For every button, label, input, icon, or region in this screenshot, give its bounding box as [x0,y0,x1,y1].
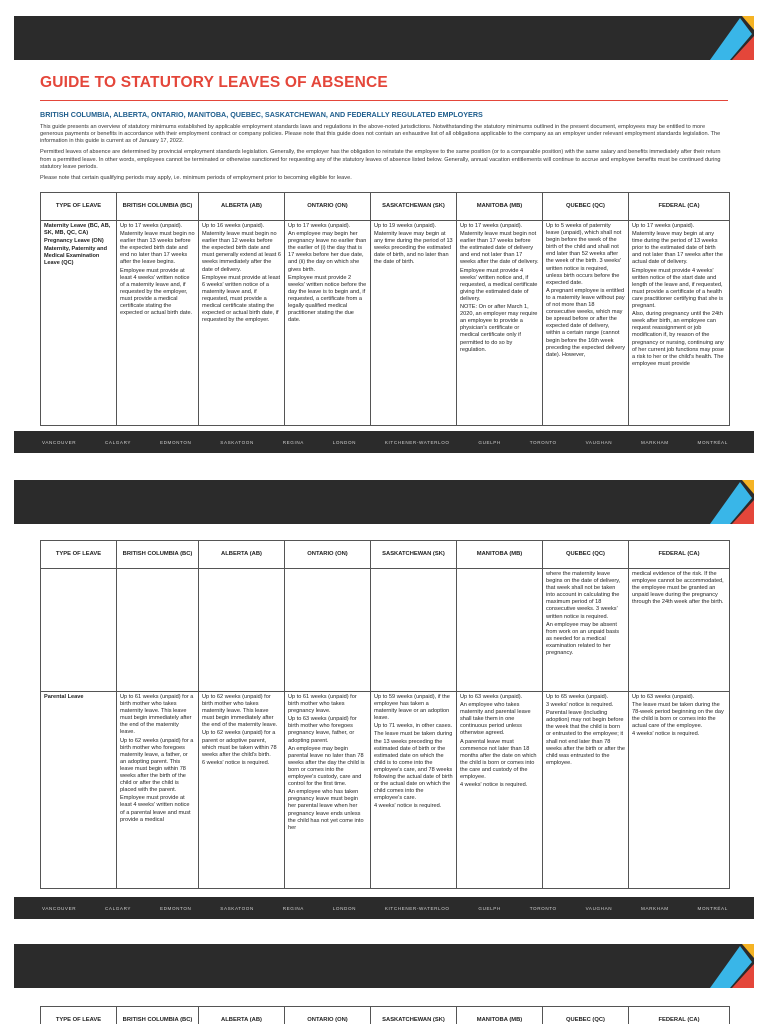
col-header-ab: ALBERTA (AB) [199,193,285,221]
cell-ab [199,692,285,889]
cell-ca [629,569,730,692]
cell-bc [117,569,199,692]
cell-text: Up to 61 weeks (unpaid) for birth mother who takes pregnancy leave. [288,694,357,715]
cell-text: 3 weeks' notice is required. [546,702,614,709]
brand-logo-icon [674,16,754,60]
cell-text: Up to 62 weeks (unpaid) for a parent or adoptive parent, which must be taken within 78 weeks after the child's birth. [202,730,277,758]
cell-ab [199,569,285,692]
cell-leave-type [41,569,117,692]
footer-city: GUELPH [478,439,501,445]
footer-city: CALGARY [105,439,132,445]
col-header-mb: MANITOBA (MB) [457,1007,543,1024]
intro-paragraph: Please note that certain qualifying periods may apply, i.e. minimum periods of employment prior to becoming eligible for leave. [40,174,352,181]
cell-text: 6 weeks' notice is required. [202,759,270,766]
footer-city: MONTRÉAL [697,905,728,911]
intro-text [40,124,728,186]
cell-text: Maternity leave must begin no earlier than 13 weeks before the expected birth date and end no later than 17 weeks after the leave begins. [120,231,195,266]
footer-city: MARKHAM [641,439,669,445]
cell-text: Up to 65 weeks (unpaid). [546,694,609,700]
cell-mb [457,569,543,692]
leave-table [40,192,730,426]
cell-text: Up to 17 weeks (unpaid). [632,223,695,229]
footer-city: KITCHENER-WATERLOO [384,439,450,445]
cell-text: Up to 16 weeks (unpaid). [202,223,265,229]
leave-type-label: Pregnancy Leave (ON) [44,238,104,245]
footer-city: CALGARY [105,905,132,911]
page-title: GUIDE TO STATUTORY LEAVES OF ABSENCE [40,74,388,91]
cell-text: Up to 5 weeks of paternity leave (unpaid), which shall not begin before the week of the birth of the child and shall not end later than 52 weeks after the week of the birth. 3 weeks' written notice is required, unless birth occurs before the expected date. [546,223,622,286]
col-header-sk: SASKATCHEWAN (SK) [371,541,457,569]
footer-city: MARKHAM [641,905,669,911]
cell-text: Employee must provide 4 weeks' written notice of the start date and length of the leave and, if requested, must provide a certificate of a health care practitioner certifying that she is pregnant. [632,267,724,310]
cell-text: Up to 63 weeks (unpaid). [460,694,523,700]
footer-bar [14,897,754,919]
footer-city: GUELPH [478,905,501,911]
cell-text: Up to 62 weeks (unpaid) for a birth mother who foregoes maternity leave, a father, or an adopting parent. This leave must begin within 78 weeks after the birth of the child or after the child is placed with the parent. [120,737,194,794]
cell-sk [371,569,457,692]
cell-text: Maternity leave must begin not earlier than 17 weeks before the estimated date of delivery and end not later than 17 weeks after the date of delivery. [460,231,539,266]
footer-city: REGINA [282,905,304,911]
header-bar [14,480,754,524]
header-bar [14,16,754,60]
cell-mb [457,221,543,426]
col-header-sk: SASKATCHEWAN (SK) [371,193,457,221]
cell-text: Maternity leave may begin at any time during the period of 13 weeks preceding the estimated date of birth, and no later than the date of birth. [374,231,453,266]
cell-text: Employee must provide at least 4 weeks' written notice of a parental leave and must provide a medical [120,795,191,823]
footer-city: EDMONTON [159,905,192,911]
table-row-maternity [41,221,730,426]
col-header-sk: SASKATCHEWAN (SK) [371,1007,457,1024]
cell-on [285,692,371,889]
cell-qc [543,692,629,889]
cell-text: A pregnant employee is entitled to a maternity leave without pay of not more than 18 consecutive weeks, which may be spread before or after the expected date of delivery, within a certain range (cannot begin before the 16th week preceding the expected delivery date). However, [546,287,625,358]
col-header-qc: QUEBEC (QC) [543,193,629,221]
leave-type-label: Maternity, Paternity and Medical Examination Leave (QC) [44,246,107,267]
cell-bc [117,692,199,889]
intro-paragraph: This guide presents an overview of statutory minimums established by applicable employment standards laws and regulations in the above-noted jurisdictions. Notwithstanding the statutory minimums outlined in the present document, employees may be entitled to more generous payments or benefits in accordance with their employment contract or company policies. Please note that this guide does not contain an exhaustive list of all obligations applicable to the company as an employer under relevant employment standards legislation. The information in this guide is current as of January 17, 2022. [40,124,721,145]
page-subtitle: BRITISH COLUMBIA, ALBERTA, ONTARIO, MANITOBA, QUEBEC, SASKATCHEWAN, AND FEDERALLY REGULATED EMPLOYERS [40,110,483,119]
cell-leave-type [41,221,117,426]
cell-text: Up to 17 weeks (unpaid). [120,223,183,229]
cell-ca [629,692,730,889]
footer-city: TORONTO [529,439,557,445]
footer-city: VANCOUVER [42,439,77,445]
cell-text: Up to 63 weeks (unpaid). [632,694,695,700]
col-header-type: TYPE OF LEAVE [41,1007,117,1024]
footer-city: LONDON [332,439,357,445]
table-header-row [41,193,730,221]
col-header-bc: BRITISH COLUMBIA (BC) [117,1007,199,1024]
cell-text: Employee must provide at least 4 weeks' written notice of a maternity leave and, if requested by the employer, must provide a medical certificate stating the expected or actual birth date. [120,267,193,317]
footer-city: VAUGHAN [585,439,613,445]
cell-text: Up to 59 weeks (unpaid), if the employee has taken a maternity leave or an adoption leave. [374,694,450,722]
col-header-ab: ALBERTA (AB) [199,541,285,569]
cell-text: An employee may begin parental leave no later than 78 weeks after the day the child is born or comes into the employee's custody, care and control for the first time. [288,745,365,788]
col-header-type: TYPE OF LEAVE [41,541,117,569]
cell-text: An employee who takes maternity and parental leave shall take them in one continuous period unless otherwise agreed. [460,702,531,737]
footer-city: KITCHENER-WATERLOO [384,905,450,911]
col-header-qc: QUEBEC (QC) [543,1007,629,1024]
intro-paragraph: Permitted leaves of absence are determined by provincial employment standards legislation. Generally, the employer has the obligation to reinstate the employee to the same position (or to a comparable position) with the same salary and benefits immediately after their return from a permitted leave. In other words, employees cannot be terminated or otherwise sanctioned for requesting any of the statutory leaves of absence listed below. Generally, annual vacation entitlements will continue to accrue and employee benefits must be continued during statutory leave periods. [40,149,721,170]
cell-leave-type [41,692,117,889]
leave-table-page-3 [40,1006,730,1024]
cell-text: Up to 17 weeks (unpaid). [288,223,351,229]
cell-text: Up to 63 weeks (unpaid) for birth mother who foregoes pregnancy leave, father, or adopting parent. [288,716,357,744]
leave-table-continued [40,540,730,889]
cell-text: Employee must provide 4 weeks' written notice and, if requested, a medical certificate giving the estimated date of delivery. [460,267,538,302]
cell-qc [543,569,629,692]
col-header-qc: QUEBEC (QC) [543,541,629,569]
cell-text: 4 weeks' notice is required. [632,731,700,738]
table-row-maternity-continued [41,569,730,692]
footer-city: REGINA [282,439,304,445]
table-header-row [41,1007,730,1024]
cell-text: NOTE: On or after March 1, 2020, an employer may require an employee to provide a physician's certificate or medical certificate only if permitted to do so by regulation. [460,304,538,353]
cell-text: 4 weeks' notice is required. [374,803,442,810]
cell-text: Up to 19 weeks (unpaid). [374,223,437,229]
col-header-mb: MANITOBA (MB) [457,541,543,569]
header-bar [14,944,754,988]
cell-text: Up to 61 weeks (unpaid) for a birth mother who takes maternity leave. This leave must begin immediately after the end of the maternity leave. [120,694,194,736]
col-header-ab: ALBERTA (AB) [199,1007,285,1024]
cell-text: Also, during pregnancy until the 24th week after birth, an employee can request reassignment or job modification if, by reason of the pregnancy or nursing, continuing any of her current job functions may pose a risk to her or the child's health. The employee must provide [632,311,725,367]
cell-text: An employee who has taken pregnancy leave must begin her parental leave when her pregnancy leave ends unless the child has not yet come into her [288,789,364,831]
cell-text: 4 weeks' notice is required. [460,782,528,789]
cell-text: A parental leave must commence not later than 18 months after the date on which the child is born or comes into the care and custody of the employee. [460,738,537,781]
footer-city: TORONTO [529,905,557,911]
leave-type-label: Maternity Leave (BC, AB, SK, MB, QC, CA) [44,223,111,237]
col-header-type: TYPE OF LEAVE [41,193,117,221]
col-header-on: ONTARIO (ON) [285,1007,371,1024]
table-row-parental [41,692,730,889]
cell-text: An employee may begin her pregnancy leave no earlier than the earlier of (i) the day that is 17 weeks before her due date, and (ii) the day on which she gives birth. [288,231,367,273]
cell-text: Up to 71 weeks, in other cases. [374,723,453,730]
col-header-bc: BRITISH COLUMBIA (BC) [117,541,199,569]
cell-ca [629,221,730,426]
cell-text: Parental leave (including adoption) may not begin before the week that the child is born or entrusted to the employee; it shall not end later than 78 weeks after the birth or after the child was entrusted to the employee. [546,710,625,766]
col-header-on: ONTARIO (ON) [285,193,371,221]
page-1 [0,0,768,465]
cell-sk [371,221,457,426]
cell-text: The leave must be taken during the 78-week period beginning on the day the child is born or comes into the actual care of the employee. [632,702,724,730]
brand-logo-icon [674,944,754,988]
brand-logo-icon [674,480,754,524]
cell-text: Maternity leave may begin at any time during the period of 13 weeks prior to the estimated date of birth and not later than 17 weeks after the actual date of delivery. [632,231,723,266]
footer-city: SASKATOON [220,905,254,911]
col-header-mb: MANITOBA (MB) [457,193,543,221]
cell-on [285,569,371,692]
cell-mb [457,692,543,889]
cell-on [285,221,371,426]
cell-text: where the maternity leave begins on the date of delivery, that week shall not be taken into account in calculating the maximum period of 18 consecutive weeks. 3 weeks' written notice is required. [546,571,621,620]
cell-text: The leave must be taken during the 13 weeks preceding the estimated date of birth or the estimated date on which the child is to come into the employee's care, and 78 weeks following the actual date of birth or the actual date on which the child comes into the employee's care. [374,731,453,802]
col-header-ca: FEDERAL (CA) [629,193,730,221]
footer-city: LONDON [332,905,357,911]
footer-bar [14,431,754,453]
cell-bc [117,221,199,426]
cell-text: Maternity leave must begin no earlier than 12 weeks before the expected birth date and must generally extend at least 6 weeks immediately after the date of delivery. [202,231,281,273]
title-divider [40,100,728,101]
footer-city: EDMONTON [159,439,192,445]
table-header-row [41,541,730,569]
footer-city: MONTRÉAL [697,439,728,445]
page-3 [0,936,768,1024]
footer-city: VAUGHAN [585,905,613,911]
cell-text: Employee must provide at least 6 weeks' written notice of a maternity leave and, if requested, must provide a medical certificate stating the expected or actual birth date, if requested by the employer. [202,274,281,324]
cell-text: Up to 62 weeks (unpaid) for birth mother who takes maternity leave. This leave must begin immediately after the end of the maternity leave. [202,694,278,729]
cell-ab [199,221,285,426]
col-header-on: ONTARIO (ON) [285,541,371,569]
cell-sk [371,692,457,889]
col-header-ca: FEDERAL (CA) [629,1007,730,1024]
cell-text: medical evidence of the risk. If the employee cannot be accommodated, the employee must be granted an unpaid leave during the pregnancy through the 24th week after the birth. [632,571,724,606]
cell-qc [543,221,629,426]
col-header-bc: BRITISH COLUMBIA (BC) [117,193,199,221]
cell-text: An employee may be absent from work on an unpaid basis as needed for a medical examination related to her pregnancy. [546,621,620,657]
leave-type-label: Parental Leave [44,694,84,700]
cell-text: Employee must provide 2 weeks' written notice before the day the leave is to begin and, if requested, a certificate from a legally qualified medical practitioner stating the due date. [288,274,367,324]
cell-text: Up to 17 weeks (unpaid). [460,223,523,229]
col-header-ca: FEDERAL (CA) [629,541,730,569]
page-2 [0,464,768,937]
footer-city: VANCOUVER [42,905,77,911]
footer-city: SASKATOON [220,439,254,445]
